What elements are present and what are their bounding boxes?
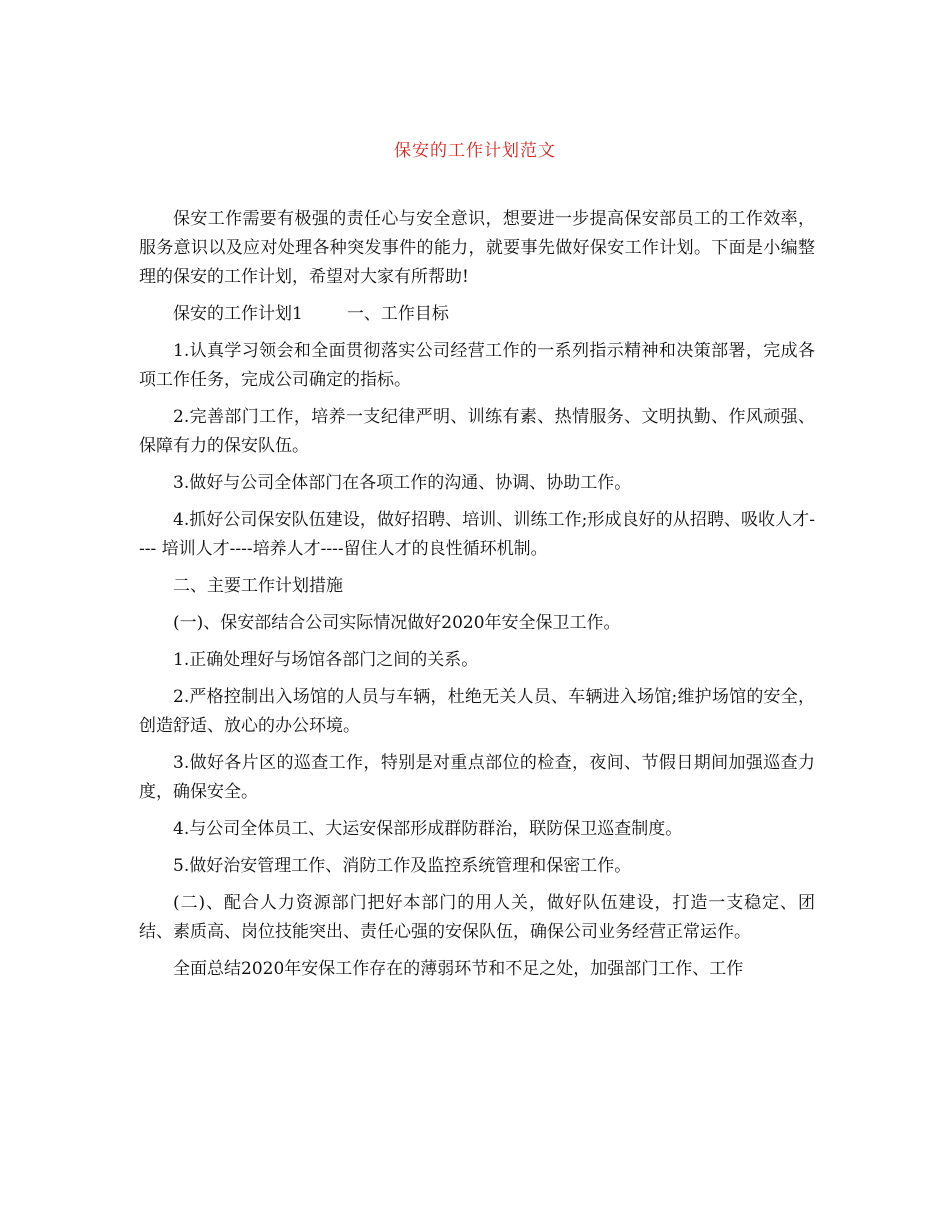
measure-item-4: 4.与公司全体员工、大运安保部形成群防群治，联防保卫巡查制度。 [173,819,683,839]
goal-item-2: 2.完善部门工作，培养一支纪律严明、训练有素、热情服务、文明执勤、作风顽强、保障有力的保安队伍。 [139,407,815,456]
document-body [139,205,815,992]
subsection-heading-2: (二)、配合人力资源部门把好本部门的用人关，做好队伍建设，打造一支稳定、团结、素质高、岗位技能突出、责任心强的安保队伍，确保公司业务经营正常运作。 [139,893,815,942]
section-heading-goals: 一、工作目标 [346,304,449,324]
measure-item-3: 3.做好各片区的巡查工作，特别是对重点部位的检查，夜间、节假日期间加强巡查力度，确保安全。 [139,753,815,802]
measure-item-1: 1.正确处理好与场馆各部门之间的关系。 [173,650,479,670]
measure-item-2: 2.严格控制出入场馆的人员与车辆，杜绝无关人员、车辆进入场馆;维护场馆的安全，创造舒适、放心的办公环境。 [139,687,815,736]
goal-item-4: 4.抓好公司保安队伍建设，做好招聘、培训、训练工作;形成良好的从招聘、吸收人才---- 培训人才----培养人才----留住人才的良性循环机制。 [139,510,815,559]
section-heading-measures: 二、主要工作计划措施 [173,576,343,596]
document-title: 保安的工作计划范文 [394,141,556,161]
plan-heading-line [139,300,815,329]
goal-item-3: 3.做好与公司全体部门在各项工作的沟通、协调、协助工作。 [173,473,632,493]
intro-paragraph: 保安工作需要有极强的责任心与安全意识，想要进一步提高保安部员工的工作效率，服务意识以及应对处理各种突发事件的能力，就要事先做好保安工作计划。下面是小编整理的保安的工作计划，希望对大家有所帮助! [139,209,815,287]
goal-item-1: 1.认真学习领会和全面贯彻落实公司经营工作的一系列指示精神和决策部署，完成各项工作任务，完成公司确定的指标。 [139,341,815,390]
measure-item-5: 5.做好治安管理工作、消防工作及监控系统管理和保密工作。 [173,856,632,876]
subsection-heading-1: (一)、保安部结合公司实际情况做好2020年安全保卫工作。 [173,613,621,633]
plan-heading: 保安的工作计划1 [173,304,303,324]
summary-paragraph: 全面总结2020年安保工作存在的薄弱环节和不足之处，加强部门工作、工作 [173,959,744,979]
